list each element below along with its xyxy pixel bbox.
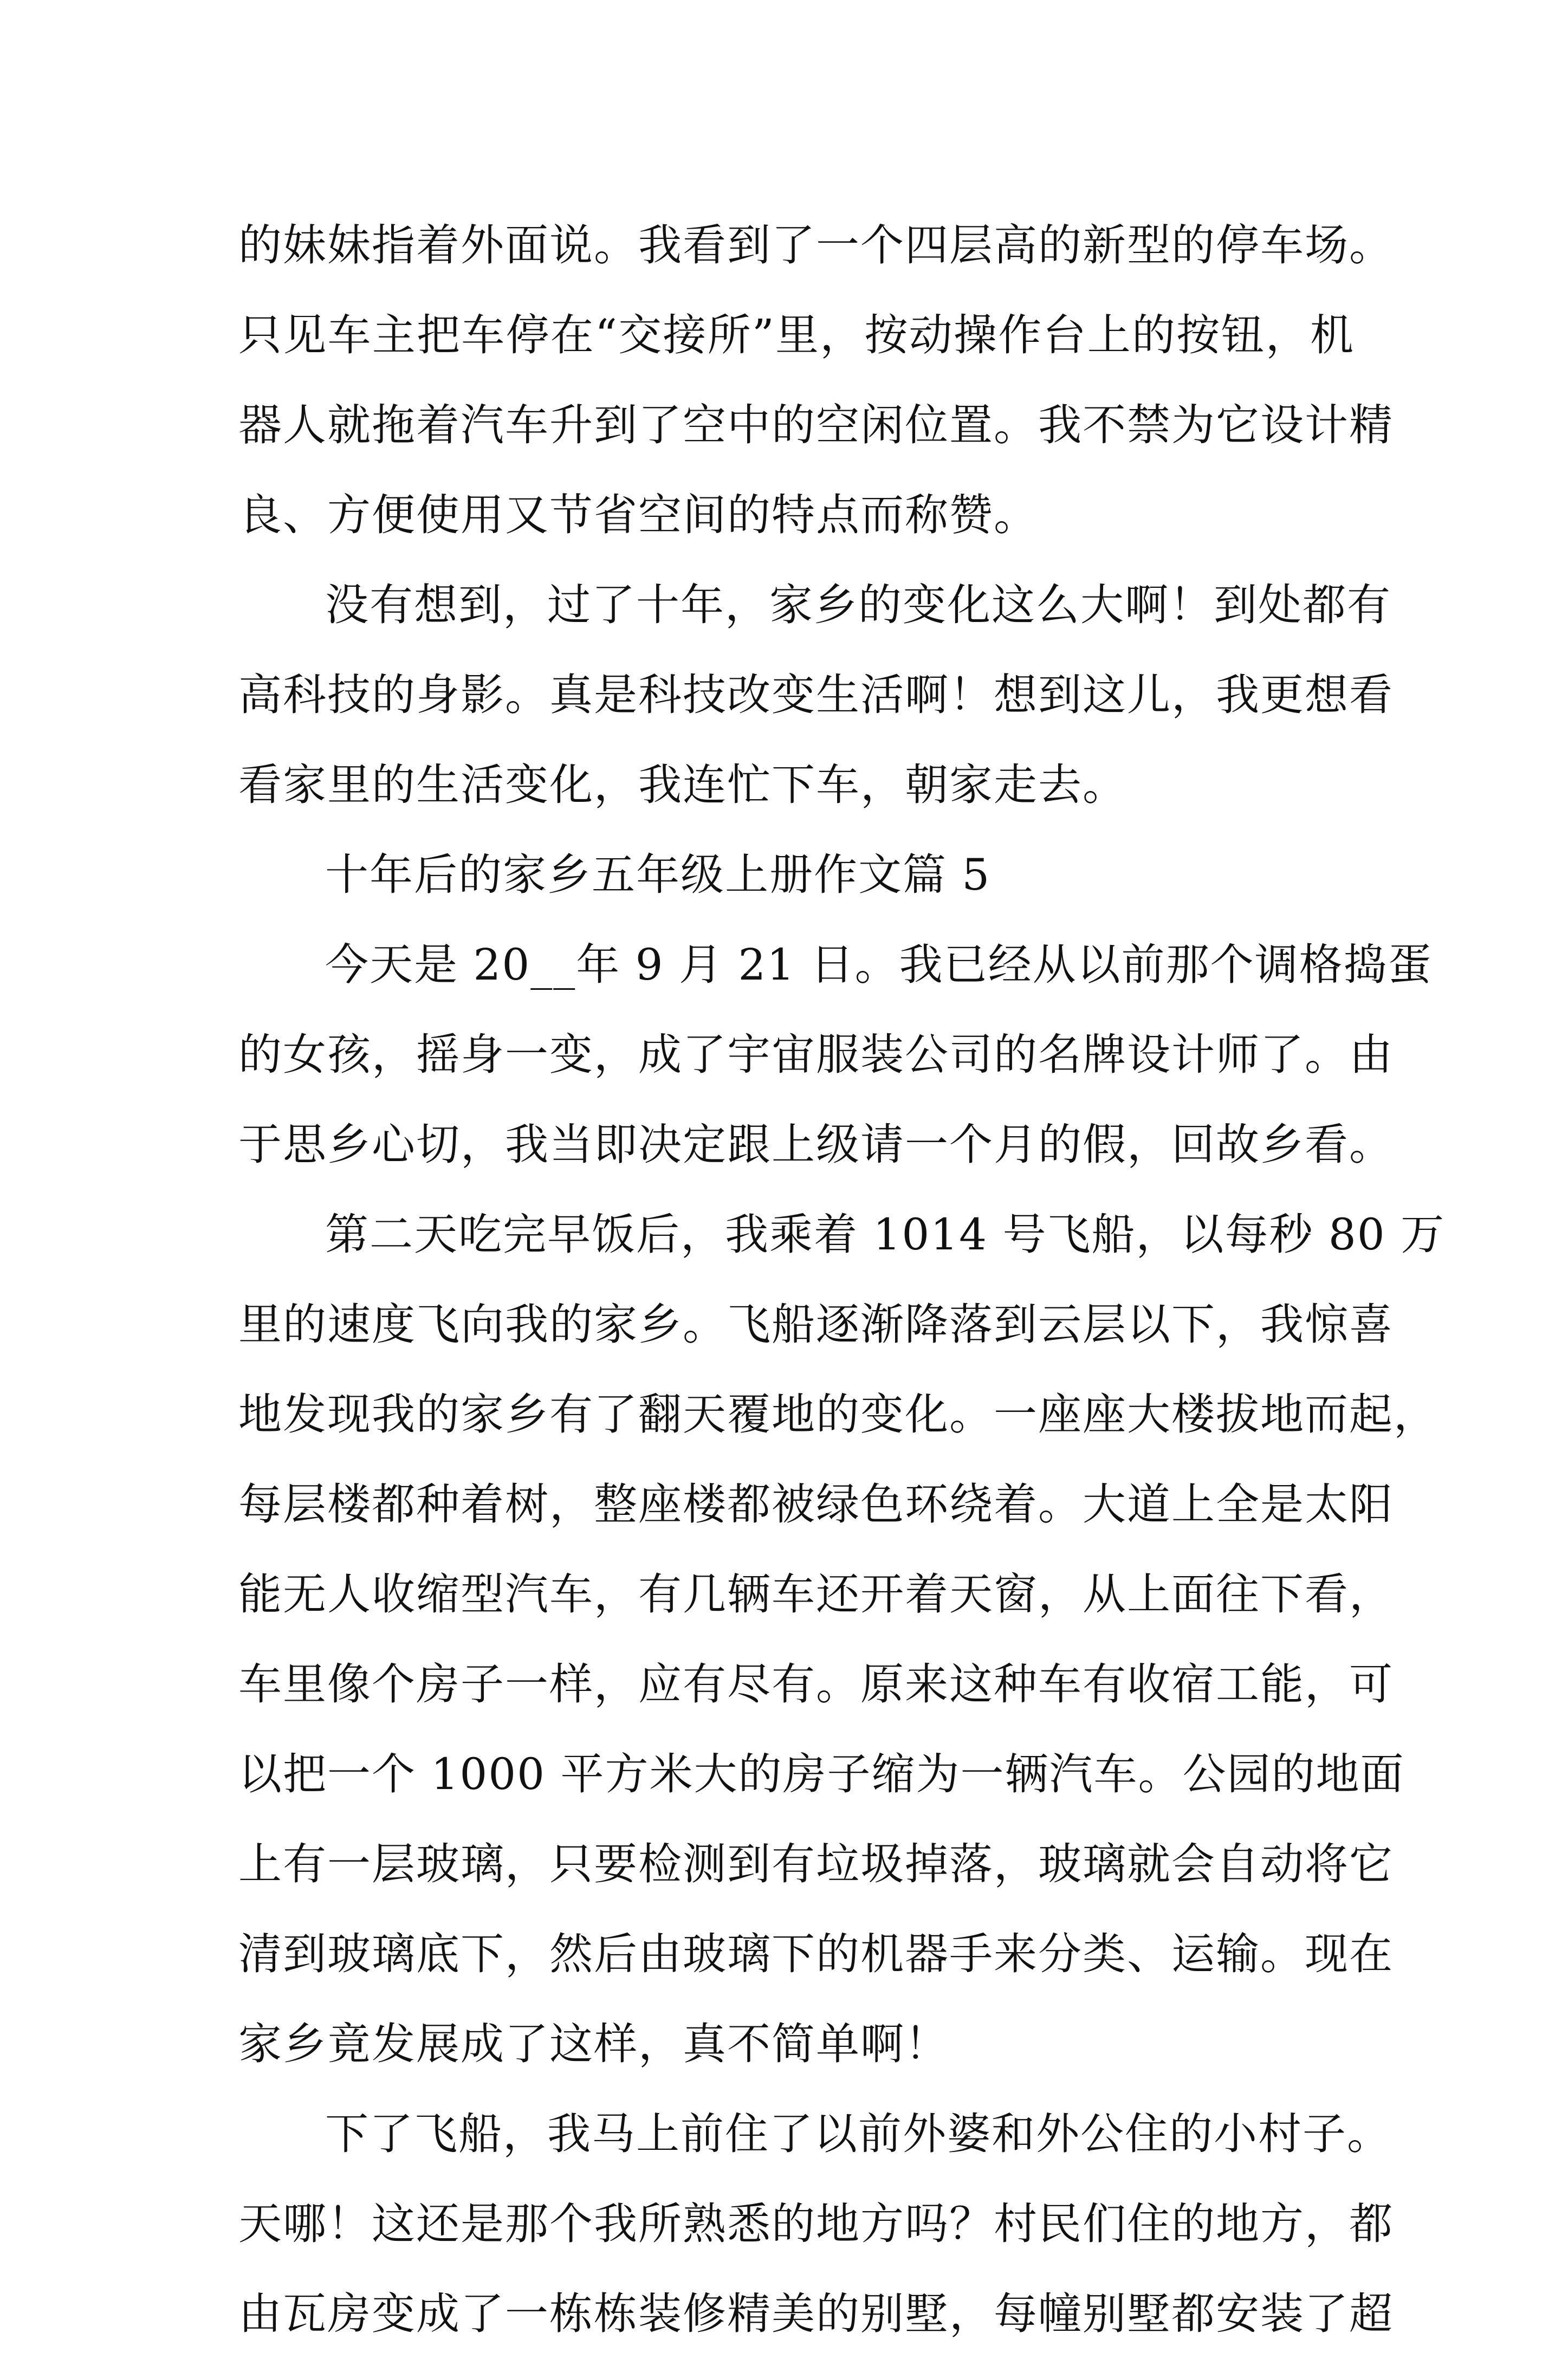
text-line: 每层楼都种着树，整座楼都被绿色环绕着。大道上全是太阳 [238,1479,1394,1530]
text-line: 的妹妹指着外面说。我看到了一个四层高的新型的停车场。 [238,220,1394,270]
text-line: 上有一层玻璃，只要检测到有垃圾掉落，玻璃就会自动将它 [238,1839,1394,1889]
text-line: 于思乡心切，我当即决定跟上级请一个月的假，回故乡看。 [238,1119,1394,1170]
text-line: 由瓦房变成了一栋栋装修精美的别墅，每幢别墅都安装了超 [238,2289,1394,2339]
text-line: 以把一个 1000 平方米大的房子缩为一辆汽车。公园的地面 [238,1749,1405,1799]
text-line: 地发现我的家乡有了翻天覆地的变化。一座座大楼拔地而起， [238,1389,1438,1440]
text-line: 里的速度飞向我的家乡。飞船逐渐降落到云层以下，我惊喜 [238,1299,1394,1350]
text-line: 车里像个房子一样，应有尽有。原来这种车有收宿工能，可 [238,1659,1394,1709]
text-line: 高科技的身影。真是科技改变生活啊！想到这儿，我更想看 [238,670,1394,720]
text-line: 家乡竟发展成了这样，真不简单啊！ [238,2019,949,2069]
text-line: 清到玻璃底下，然后由玻璃下的机器手来分类、运输。现在 [238,1929,1394,1979]
text-line: 能无人收缩型汽车，有几辆车还开着天窗，从上面往下看， [238,1569,1394,1619]
section-heading: 十年后的家乡五年级上册作文篇 5 [325,850,991,900]
text-line: 天哪！这还是那个我所熟悉的地方吗？村民们住的地方，都 [238,2199,1394,2249]
text-line: 今天是 20__年 9 月 21 日。我已经从以前那个调格捣蛋 [325,939,1433,990]
text-line: 下了飞船，我马上前住了以前外婆和外公住的小村子。 [325,2109,1391,2159]
text-line: 第二天吃完早饭后，我乘着 1014 号飞船，以每秒 80 万 [325,1209,1446,1260]
text-line: 器人就拖着汽车升到了空中的空闲位置。我不禁为它设计精 [238,400,1394,450]
text-line: 的女孩，摇身一变，成了宇宙服装公司的名牌设计师了。由 [238,1029,1394,1080]
text-line: 看家里的生活变化，我连忙下车，朝家走去。 [238,760,1127,810]
text-line: 没有想到，过了十年，家乡的变化这么大啊！到处都有 [325,580,1391,630]
text-line: 良、方便使用又节省空间的特点而称赞。 [238,490,1038,540]
text-line: 只见车主把车停在“交接所”里，按动操作台上的按钮，机 [238,310,1355,360]
body-text [238,200,1446,2359]
